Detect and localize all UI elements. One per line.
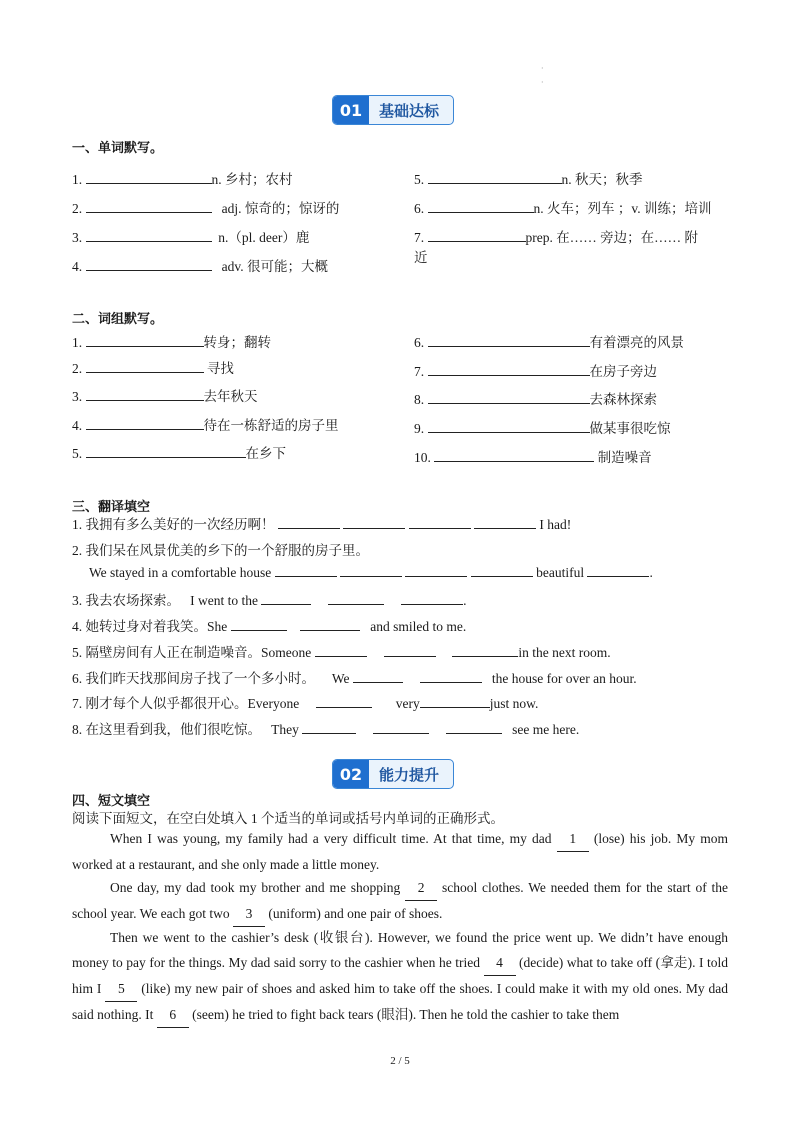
item-number: 5. [72,446,83,461]
item-number: 9. [414,421,425,436]
cloze-blank-6[interactable]: 6 [157,1002,189,1028]
answer-blank[interactable] [316,695,372,708]
answer-blank[interactable] [231,618,287,631]
item-prompt-en: They [271,722,299,737]
item-prompt: 6. 我们昨天找那间房子找了一个多小时。 [72,671,315,686]
translation-item [72,667,637,687]
translation-item [72,718,579,738]
answer-blank[interactable] [328,592,384,605]
item-meaning: n. 乡村；农村 [211,172,293,187]
answer-blank[interactable] [261,592,311,605]
translation-item [72,589,466,609]
cloze-blank-5[interactable]: 5 [105,976,137,1002]
answer-blank[interactable] [353,670,403,683]
section-heading-vocab: 一、单词默写。 [72,141,164,156]
item-meaning: 去年秋天 [203,389,258,404]
item-end: . [649,565,653,580]
answer-blank[interactable] [86,388,204,401]
item-prompt: 5. 隔壁房间有人正在制造噪音。Someone [72,645,312,660]
answer-blank[interactable] [86,200,212,213]
answer-blank[interactable] [86,258,212,271]
decorative-dot: · [541,64,544,73]
answer-blank[interactable] [428,391,590,404]
cloze-blank-3[interactable]: 3 [233,901,265,927]
phrase-item [414,446,652,466]
cloze-blank-4[interactable]: 4 [484,950,516,976]
paragraph-text: One day, my dad took my brother and me shopping [110,880,401,895]
item-meaning: 制造噪音 [597,450,652,465]
item-number: 7. [414,364,425,379]
phrase-item [414,417,671,437]
phrase-item [72,357,234,377]
item-tail: the house for over an hour. [491,671,637,686]
item-tail: and smiled to me. [370,619,467,634]
item-meaning: 寻找 [203,361,234,376]
answer-blank[interactable] [340,564,402,577]
paragraph-text: (decide) what to take off (拿走). I told him I [72,955,729,996]
item-meaning: 做某事很吃惊 [589,421,671,436]
item-meaning: 转身；翻转 [203,335,271,350]
cloze-blank-1[interactable]: 1 [557,826,589,852]
paragraph-text: (seem) he tried to fight back tears (眼泪). Then he told the cashier to take them [192,1007,620,1022]
phrase-item [72,414,339,434]
section-heading-phrases: 二、词组默写。 [72,312,164,327]
vocab-item-wrap: 近 [414,250,428,265]
answer-blank[interactable] [428,200,534,213]
answer-blank[interactable] [446,721,502,734]
item-number: 4. [72,259,83,274]
answer-blank[interactable] [302,721,356,734]
vocab-item [414,226,698,246]
item-meaning: adj. 惊奇的；惊讶的 [221,201,340,216]
answer-blank[interactable] [428,334,590,347]
answer-blank[interactable] [86,171,212,184]
item-number: 7. [414,230,425,245]
item-meaning: 在乡下 [245,446,286,461]
item-number: 3. [72,389,83,404]
cloze-instruction: 阅读下面短文，在空白处填入 1 个适当的单词或括号内单词的正确形式。 [72,811,504,826]
answer-blank[interactable] [452,644,518,657]
answer-blank[interactable] [434,449,594,462]
answer-blank[interactable] [471,564,533,577]
item-prompt: 3. 我去农场探索。 [72,593,180,608]
banner-title: 能力提升 [379,765,440,784]
decorative-dot: · [541,78,544,87]
item-number: 3. [72,230,83,245]
answer-blank[interactable] [373,721,429,734]
paragraph-text: (uniform) and one pair of shoes. [268,906,443,921]
translation-item [72,513,571,533]
item-end: . [463,593,467,608]
answer-blank[interactable] [428,171,562,184]
paragraph-text: (lose) his job. My mom worked at a restaurant, and she only made a little money. [72,831,729,872]
phrase-item [414,360,657,380]
item-number: 6. [414,335,425,350]
vocab-item [72,226,309,246]
answer-blank[interactable] [428,363,590,376]
answer-blank[interactable] [428,420,590,433]
answer-blank[interactable] [275,564,337,577]
banner-number: 02 [333,760,369,788]
item-tail: I had! [539,517,572,532]
item-mid: beautiful [536,565,585,580]
answer-blank[interactable] [86,417,204,430]
item-meaning: n. 秋天；秋季 [561,172,643,187]
vocab-item [72,197,339,217]
phrase-item [72,442,286,462]
answer-blank[interactable] [428,229,526,242]
item-number: 2. [72,361,83,376]
answer-blank[interactable] [86,334,204,347]
section-banner-01 [332,95,454,125]
item-meaning: 待在一栋舒适的房子里 [203,418,339,433]
item-tail: just now. [489,696,539,711]
item-mid: very [395,696,420,711]
cloze-paragraph-3 [72,925,728,1028]
item-number: 6. [414,201,425,216]
item-tail: see me here. [512,722,580,737]
answer-blank[interactable] [384,644,436,657]
answer-blank[interactable] [343,516,405,529]
item-number: 2. [72,201,83,216]
answer-blank[interactable] [401,592,463,605]
cloze-paragraph-2 [72,875,728,927]
item-prompt: 8. 在这里看到我，他们很吃惊。 [72,722,261,737]
paragraph-text: Then we went to the cashier’s desk (收银台). However, we found the price went up. We didn’t have enough money to pay for the things. My dad said sorry to the cashier when he tried [72,930,728,970]
item-prompt: 1. 我拥有多么美好的一次经历啊！ [72,517,275,532]
item-meaning: 在房子旁边 [589,364,657,379]
translation-item [72,615,466,635]
item-number: 5. [414,172,425,187]
answer-blank[interactable] [474,516,536,529]
item-number: 10. [414,450,431,465]
section-heading-translation: 三、翻译填空 [72,500,151,515]
item-tail: in the next room. [518,645,611,660]
answer-blank[interactable] [86,229,212,242]
item-number: 1. [72,335,83,350]
answer-blank[interactable] [405,564,467,577]
page-number: 2 / 5 [390,1055,410,1067]
answer-blank[interactable] [409,516,471,529]
item-number: 8. [414,392,425,407]
cloze-blank-2[interactable]: 2 [405,875,437,901]
banner-title: 基础达标 [379,101,440,120]
paragraph-text: (like) my new pair of shoes and asked him to take off the shoes. I could make it with my old ones. My dad said nothing. It [72,981,729,1022]
item-prompt-en: We [331,671,350,686]
item-meaning: 有着漂亮的风景 [589,335,684,350]
answer-blank[interactable] [315,644,367,657]
phrase-item [414,331,684,351]
item-meaning: 去森林探索 [589,392,657,407]
vocab-item [414,197,712,217]
answer-blank[interactable] [587,564,649,577]
item-meaning: adv. 很可能；大概 [221,259,328,274]
cloze-paragraph-1 [72,826,728,877]
item-meaning: n. 火车；列车 ；v. 训练；培训 [533,201,712,216]
translation-item [72,692,538,712]
vocab-item [72,168,293,188]
answer-blank[interactable] [420,695,490,708]
translation-item: 2. 我们呆在风景优美的乡下的一个舒服的房子里。 [72,543,369,558]
phrase-item [72,385,258,405]
item-prompt: 4. 她转过身对着我笑。She [72,619,228,634]
answer-blank[interactable] [86,445,246,458]
item-meaning: prep. 在…… 旁边；在…… 附 [525,230,698,245]
item-prompt: 7. 刚才每个人似乎都很开心。Everyone [72,696,300,711]
item-meaning: n.（pl. deer）鹿 [218,230,310,245]
vocab-item [414,168,643,188]
answer-blank[interactable] [86,360,204,373]
banner-number: 01 [333,96,369,124]
paragraph-text: When I was young, my family had a very difficult time. At that time, my dad [110,831,552,846]
phrase-item [414,388,657,408]
translation-item [72,641,611,661]
section-heading-cloze: 四、短文填空 [72,794,151,809]
item-number: 1. [72,172,83,187]
item-prompt-en: I went to the [190,593,258,608]
item-prompt: We stayed in a comfortable house [89,565,272,580]
paragraph-text: school clothes. We needed them for the start of the school year. We each got two [72,880,729,921]
vocab-item [72,255,328,275]
item-number: 4. [72,418,83,433]
answer-blank[interactable] [420,670,482,683]
answer-blank[interactable] [278,516,340,529]
translation-item [89,564,653,581]
answer-blank[interactable] [300,618,360,631]
section-banner-02 [332,759,454,789]
phrase-item [72,331,271,351]
